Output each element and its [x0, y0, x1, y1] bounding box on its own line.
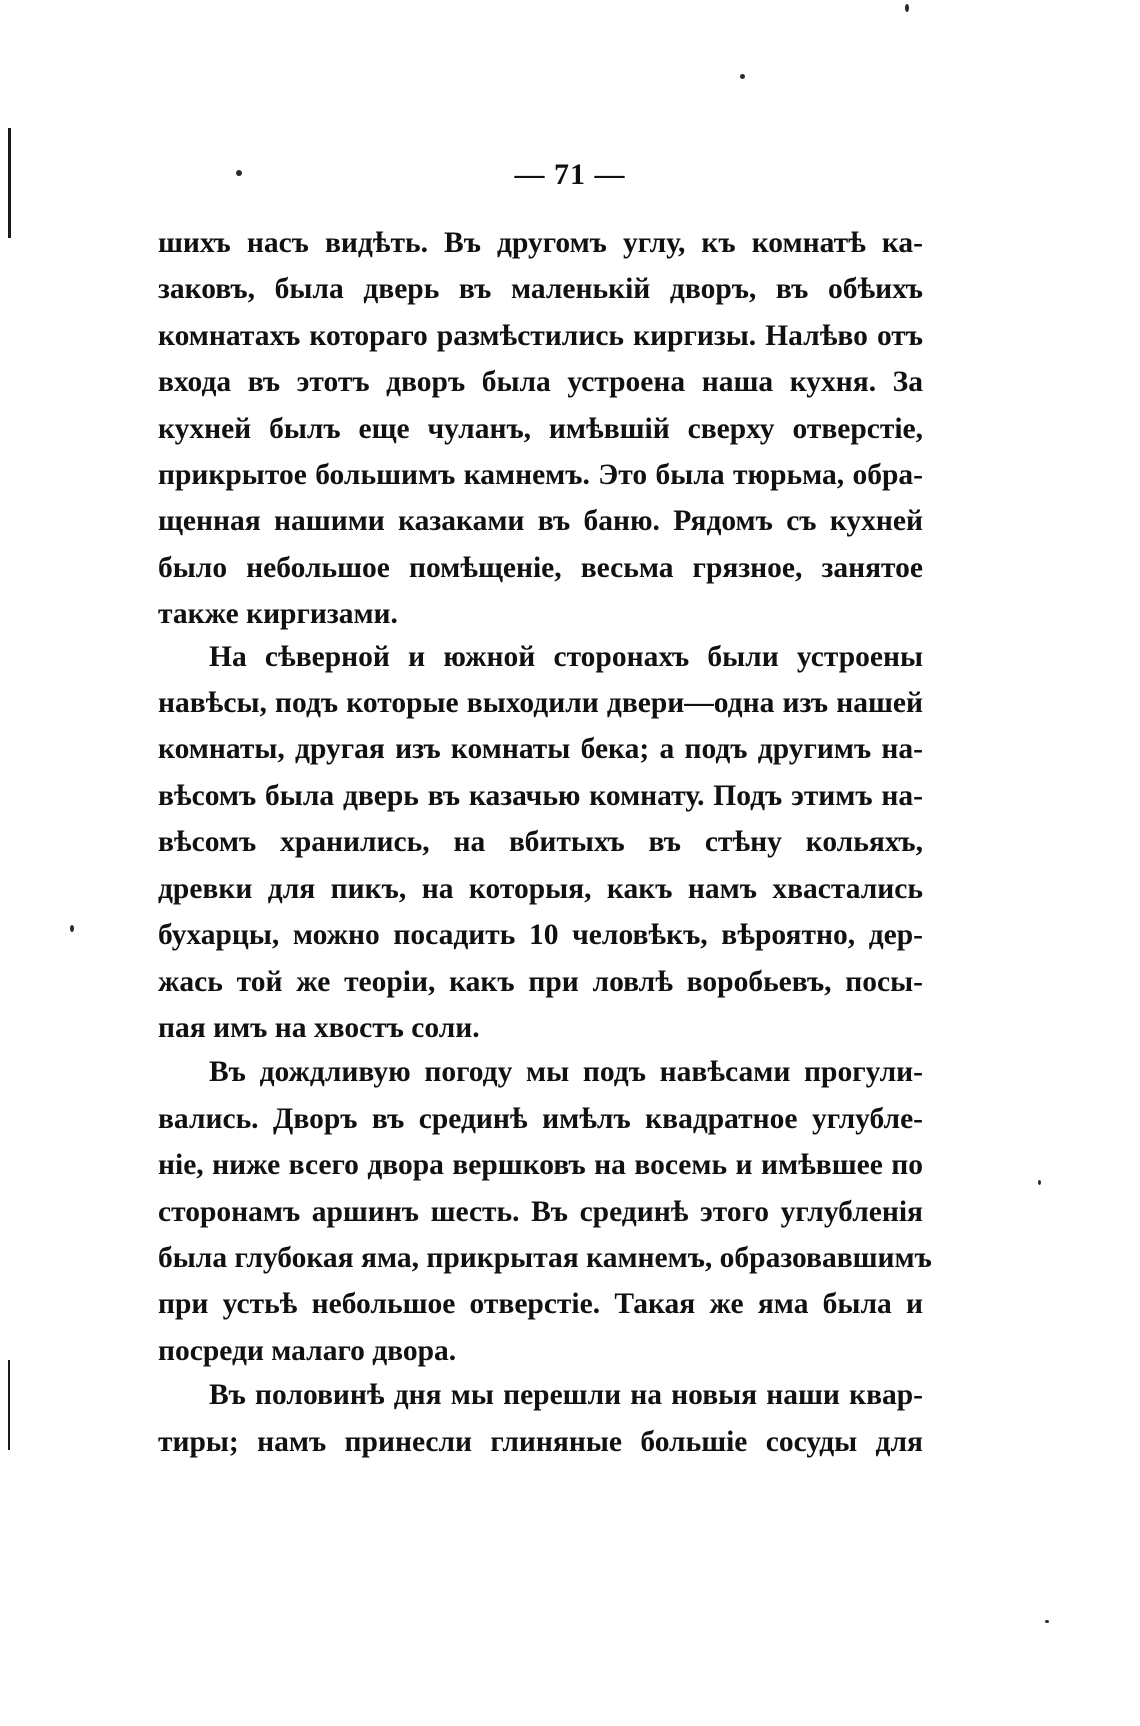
text-line: шихъ насъ видѣть. Въ другомъ углу, къ комнатѣ ка-	[158, 227, 923, 259]
paragraph-3	[158, 1049, 932, 1374]
scan-speck	[1038, 1180, 1041, 1185]
text-line: сторонамъ аршинъ шесть. Въ срединѣ этого углубленія	[158, 1195, 923, 1228]
paragraph-4	[158, 1372, 923, 1465]
scan-speck	[905, 4, 909, 12]
text-line: заковъ, была дверь въ маленькій дворъ, въ обѣихъ	[158, 273, 923, 306]
text-line: при устьѣ небольшое отверстіе. Такая же яма была и	[158, 1288, 923, 1321]
text-line: пая имъ на хвостъ соли.	[158, 1011, 480, 1044]
text-line: щенная нашими казаками въ баню. Рядомъ съ кухней	[158, 505, 923, 538]
text-line: бухарцы, можно посадить 10 человѣкъ, вѣроятно, дер-	[158, 919, 923, 952]
body-text	[158, 220, 932, 1465]
page-number: — 71 —	[514, 158, 626, 191]
text-line: навѣсы, подъ которые выходили двери—одна изъ нашей	[158, 687, 923, 720]
text-line: вались. Дворъ въ срединѣ имѣлъ квадратное углубле-	[158, 1102, 923, 1135]
scan-speck	[70, 925, 74, 932]
text-line: вѣсомъ была дверь въ казачью комнату. Подъ этимъ на-	[158, 779, 923, 812]
text-line: На сѣверной и южной сторонахъ были устроены	[209, 640, 923, 673]
text-line: Въ дождливую погоду мы подъ навѣсами прогули-	[209, 1056, 923, 1089]
text-line: ніе, ниже всего двора вершковъ на восемь и имѣвшее по	[158, 1149, 923, 1182]
left-edge-scan-line-lower	[8, 1360, 10, 1450]
paragraph-2	[158, 634, 923, 1052]
text-line: кухней былъ еще чуланъ, имѣвшій сверху отверстіе,	[158, 412, 923, 445]
text-line: вѣсомъ хранились, на вбитыхъ въ стѣну кольяхъ,	[158, 826, 923, 859]
text-line: древки для пикъ, на которыя, какъ намъ хвастались	[158, 872, 923, 905]
text-line: комнатахъ котораго размѣстились киргизы. Налѣво отъ	[158, 319, 923, 352]
scan-speck	[740, 74, 745, 79]
text-line: комнаты, другая изъ комнаты бека; а подъ другимъ на-	[158, 733, 923, 766]
text-line: Въ половинѣ дня мы перешли на новыя наши квар-	[209, 1379, 923, 1412]
text-line: тиры; намъ принесли глиняные большіе сосуды для	[158, 1425, 923, 1458]
text-line: посреди малаго двора.	[158, 1334, 457, 1367]
text-line: было небольшое помѣщеніе, весьма грязное, занятое	[158, 551, 923, 584]
scan-speck	[1045, 1620, 1049, 1623]
text-line: прикрытое большимъ камнемъ. Это была тюрьма, обра-	[158, 459, 923, 492]
text-line: также киргизами.	[158, 598, 398, 631]
text-line: входа въ этотъ дворъ была устроена наша кухня. За	[158, 366, 923, 399]
text-line: была глубокая яма, прикрытая камнемъ, образовавшимъ	[158, 1241, 932, 1274]
paragraph-1	[158, 220, 923, 638]
text-line: жась той же теоріи, какъ при ловлѣ воробьевъ, посы-	[158, 965, 923, 998]
